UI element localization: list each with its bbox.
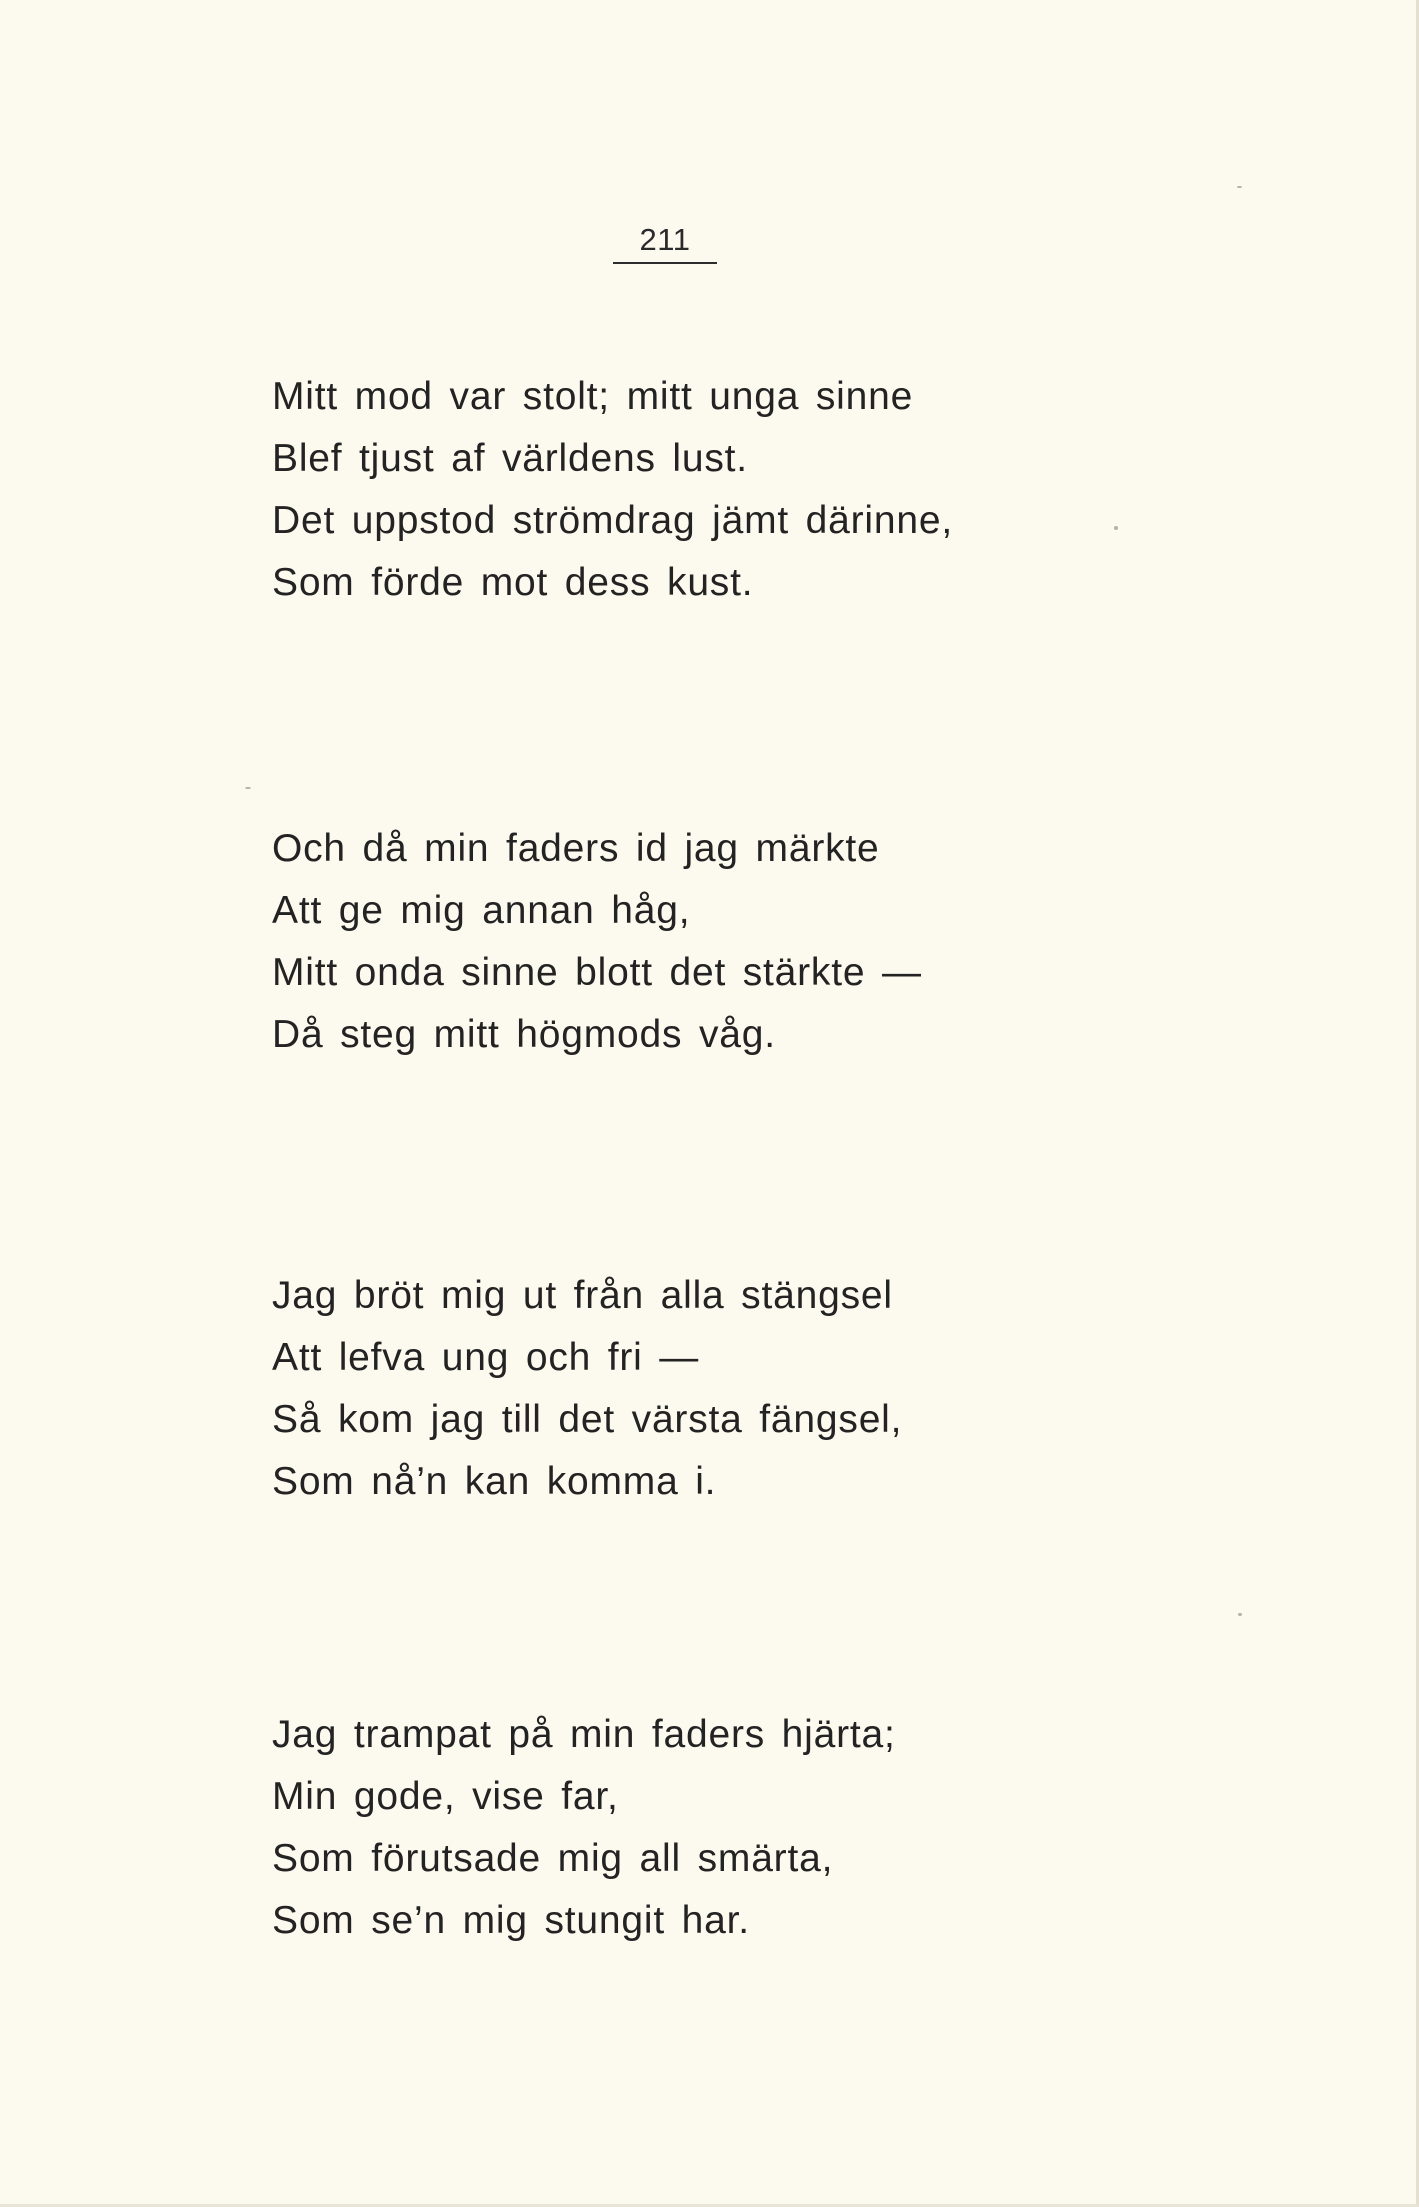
paper-speck: [245, 787, 251, 789]
poem-line: Mitt mod var stolt; mitt unga sinne: [272, 375, 914, 418]
poem-line: Som förde mot dess kust.: [272, 561, 754, 604]
poem-line: Då steg mitt högmods våg.: [272, 1013, 776, 1056]
paper-speck: [1114, 526, 1118, 530]
poem-line: Blef tjust af världens lust.: [272, 437, 748, 480]
poem-line: Jag trampat på min faders hjärta;: [272, 1713, 896, 1756]
stanza-3: [272, 1265, 1272, 1513]
poem-line: Min gode, vise far,: [272, 1775, 619, 1818]
paper-speck: [1238, 1613, 1242, 1616]
poem-line: Mitt onda sinne blott det stärkte —: [272, 951, 922, 994]
stanza-2: [272, 818, 1272, 1066]
poem-line: Att lefva ung och fri —: [272, 1336, 700, 1379]
poem-line: Som nå’n kan komma i.: [272, 1460, 717, 1503]
stanza-1: [272, 366, 1272, 614]
poem-line: Som se’n mig stungit har.: [272, 1899, 750, 1942]
poem-line: Att ge mig annan håg,: [272, 889, 691, 932]
poem-line: Och då min faders id jag märkte: [272, 827, 880, 870]
poem-line: Jag bröt mig ut från alla stängsel: [272, 1274, 893, 1317]
poem-line: Som förutsade mig all smärta,: [272, 1837, 834, 1880]
stanza-4: [272, 1704, 1272, 1952]
poem-line: Det uppstod strömdrag jämt därinne,: [272, 499, 953, 542]
paper-speck: [1237, 186, 1242, 188]
poem-line: Så kom jag till det värsta fängsel,: [272, 1398, 903, 1441]
page-number: 211: [639, 222, 691, 257]
page-number-underline: [613, 262, 717, 264]
